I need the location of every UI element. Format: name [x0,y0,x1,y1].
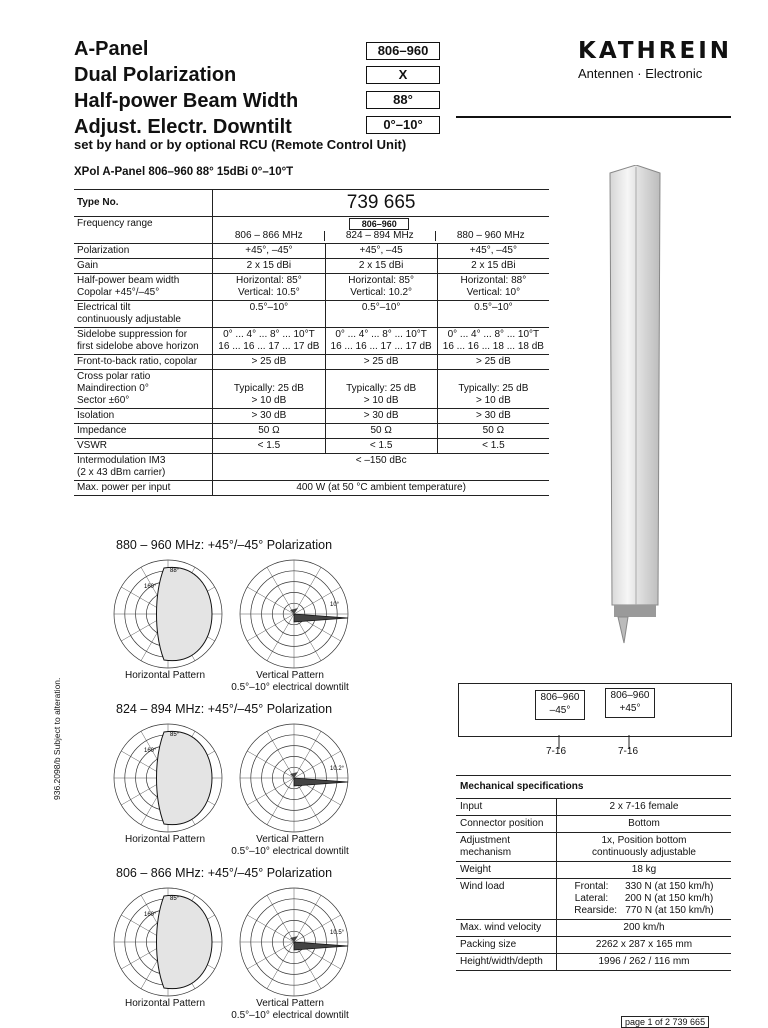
horizontal-pattern-plot [108,882,228,1002]
vertical-pattern-subcaption: 0.5°–10° electrical downtilt [231,846,349,857]
horizontal-lobe [157,895,213,988]
header-rule [456,116,731,118]
table-row [74,370,549,409]
frequency-box: 806–960 [366,42,440,60]
connector-right-box: 806–960 +45° [605,688,655,718]
table-row [74,409,549,424]
pattern-title: 880 – 960 MHz: +45°/–45° Polarization [116,538,333,552]
title-line-4: Adjust. Electr. Downtilt [74,116,292,138]
spec-value: > 30 dB [325,409,437,424]
spec-value: Typically: 25 dB > 10 dB [325,370,437,409]
brand-tagline: Antennen · Electronic [578,66,703,81]
horizontal-pattern-caption: Horizontal Pattern [124,834,206,845]
spec-value: > 25 dB [437,355,549,370]
spec-value: 2 x 15 dBi [325,259,437,274]
power-value: 400 W (at 50 °C ambient temperature) [213,481,549,496]
antenna-image [600,165,666,645]
table-row [456,776,731,799]
horizontal-160-label: 160° [144,748,157,754]
spec-label: Gain [74,259,213,274]
spec-value: < 1.5 [325,439,437,454]
table-row [74,274,549,301]
mech-label: Max. wind velocity [456,920,557,937]
spec-label: Sidelobe suppression for first sidelobe above horizon [74,328,213,355]
type-number: 739 665 [213,190,549,217]
table-row [74,328,549,355]
horizontal-160-label: 160° [144,912,157,918]
horizontal-beam-label: 85° [170,896,180,902]
type-label: Type No. [74,190,213,217]
band-3: 880 – 960 MHz [456,230,525,241]
table-row [74,481,549,496]
connector-diagram [458,683,732,737]
spec-value: 2 x 15 dBi [437,259,549,274]
table-row [74,439,549,454]
table-row [74,244,549,259]
table-row [74,301,549,328]
table-row [456,799,731,816]
vertical-main-lobe [294,942,348,950]
spec-value: < 1.5 [213,439,325,454]
horizontal-160-label: 160° [144,584,157,590]
vertical-pattern-caption: Vertical Pattern [256,670,324,681]
spec-rows [74,244,549,454]
connector-leads [458,735,730,761]
horizontal-pattern-caption: Horizontal Pattern [124,998,206,1009]
vertical-main-lobe [294,778,348,786]
spec-table [74,189,549,496]
spec-label: Polarization [74,244,213,259]
table-row [74,190,549,217]
title-line-1: A-Panel [74,38,149,60]
table-row [456,862,731,879]
mech-label: Packing size [456,937,557,954]
vertical-pattern-caption: Vertical Pattern [256,834,324,845]
connector-left-box: 806–960 –45° [535,690,585,720]
vertical-pattern-subcaption: 0.5°–10° electrical downtilt [231,1010,349,1021]
page-footer: page 1 of 2 739 665 [621,1016,709,1028]
spec-value: Typically: 25 dB > 10 dB [213,370,325,409]
mech-value: 18 kg [557,862,732,879]
spec-value: Horizontal: 85° Vertical: 10.5° [213,274,325,301]
connector-left-label: 7-16 [546,746,567,757]
mechanical-table [456,775,731,971]
im3-value: < –150 dBc [213,454,549,481]
spec-value: Horizontal: 85° Vertical: 10.2° [325,274,437,301]
spec-label: Electrical tilt continuously adjustable [74,301,213,328]
spec-value: 0.5°–10° [325,301,437,328]
polarization-box: X [366,66,440,84]
mech-label: Height/width/depth [456,954,557,971]
mech-label: Input [456,799,557,816]
spec-value: < 1.5 [437,439,549,454]
table-row [74,259,549,274]
antenna-connector [618,617,628,643]
horizontal-beam-label: 88° [170,568,180,574]
table-row [456,833,731,862]
band-2: 824 – 894 MHz [345,230,414,241]
spec-value: 50 Ω [213,424,325,439]
table-row [456,937,731,954]
mech-value: Frontal: 330 N (at 150 km/h) Lateral: 200 N (at 150 km/h) Rearside: 770 N (at 150 km/h) [557,879,732,920]
horizontal-lobe [157,731,213,824]
spec-value: Horizontal: 88° Vertical: 10° [437,274,549,301]
mech-value: 2 x 7-16 female [557,799,732,816]
vertical-tilt-label: 10° [330,602,340,608]
vertical-pattern-plot [234,718,354,838]
spec-value: 0.5°–10° [437,301,549,328]
vertical-main-lobe [294,614,348,622]
mech-value: 200 km/h [557,920,732,937]
table-row [456,879,731,920]
brand-logo: KATHREIN [578,38,733,64]
mech-label: Wind load [456,879,557,920]
table-row [74,355,549,370]
mechanical-title: Mechanical specifications [456,776,731,799]
product-name: XPol A-Panel 806–960 88° 15dBi 0°–10°T [74,166,294,178]
mech-label: Adjustment mechanism [456,833,557,862]
spec-value: +45°, –45° [437,244,549,259]
band-1: 806 – 866 MHz [234,230,303,241]
downtilt-box: 0°–10° [366,116,440,134]
spec-value: 2 x 15 dBi [213,259,325,274]
mech-value: 1996 / 262 / 116 mm [557,954,732,971]
antenna-bracket [614,605,656,617]
spec-value: 0° ... 4° ... 8° ... 10°T 16 ... 16 ... 18 ... 18 dB [437,328,549,355]
vertical-pattern-subcaption: 0.5°–10° electrical downtilt [231,682,349,693]
table-row [74,217,549,244]
header-titles [74,36,298,140]
spec-value: 0° ... 4° ... 8° ... 10°T 16 ... 16 ... 17 ... 17 dB [325,328,437,355]
spec-value: > 30 dB [213,409,325,424]
mech-value: 2262 x 287 x 165 mm [557,937,732,954]
spec-value: +45°, –45 [325,244,437,259]
power-label: Max. power per input [74,481,213,496]
frequency-label: Frequency range [74,217,213,244]
horizontal-pattern-caption: Horizontal Pattern [124,670,206,681]
band-box: 806–960 [349,218,409,230]
table-row [74,454,549,481]
mech-value: Bottom [557,816,732,833]
horizontal-pattern-plot [108,718,228,838]
title-line-3: Half-power Beam Width [74,90,299,112]
spec-label: Impedance [74,424,213,439]
spec-value: 0.5°–10° [213,301,325,328]
table-row [456,920,731,937]
spec-label: Isolation [74,409,213,424]
antenna-radome [610,165,660,605]
connector-right-label: 7-16 [618,746,639,757]
pattern-title: 824 – 894 MHz: +45°/–45° Polarization [116,702,333,716]
vertical-tilt-label: 10.5° [330,930,345,936]
spec-label: Cross polar ratio Maindirection 0° Sector ±60° [74,370,213,409]
spec-value: 50 Ω [437,424,549,439]
spec-label: Half-power beam width Copolar +45°/–45° [74,274,213,301]
pattern-title: 806 – 866 MHz: +45°/–45° Polarization [116,866,333,880]
vertical-pattern-plot [234,554,354,674]
spec-value: +45°, –45° [213,244,325,259]
mech-value: 1x, Position bottom continuously adjustable [557,833,732,862]
horizontal-beam-label: 85° [170,732,180,738]
spec-value: > 30 dB [437,409,549,424]
subtitle: set by hand or by optional RCU (Remote Control Unit) [74,137,407,152]
horizontal-lobe [157,567,213,660]
vertical-pattern-caption: Vertical Pattern [256,998,324,1009]
mech-label: Connector position [456,816,557,833]
side-note: 936.2098/b Subject to alteration. [52,677,62,800]
table-row [456,816,731,833]
spec-value: Typically: 25 dB > 10 dB [437,370,549,409]
spec-value: 0° ... 4° ... 8° ... 10°T 16 ... 16 ... 17 ... 17 dB [213,328,325,355]
spec-value: 50 Ω [325,424,437,439]
horizontal-pattern-plot [108,554,228,674]
mech-label: Weight [456,862,557,879]
title-line-2: Dual Polarization [74,64,237,86]
spec-label: Front-to-back ratio, copolar [74,355,213,370]
spec-value: > 25 dB [213,355,325,370]
im3-label: Intermodulation IM3 (2 x 43 dBm carrier) [74,454,213,481]
table-row [456,954,731,971]
vertical-tilt-label: 10.2° [330,766,345,772]
spec-label: VSWR [74,439,213,454]
table-row [74,424,549,439]
beamwidth-box: 88° [366,91,440,109]
spec-value: > 25 dB [325,355,437,370]
vertical-pattern-plot [234,882,354,1002]
